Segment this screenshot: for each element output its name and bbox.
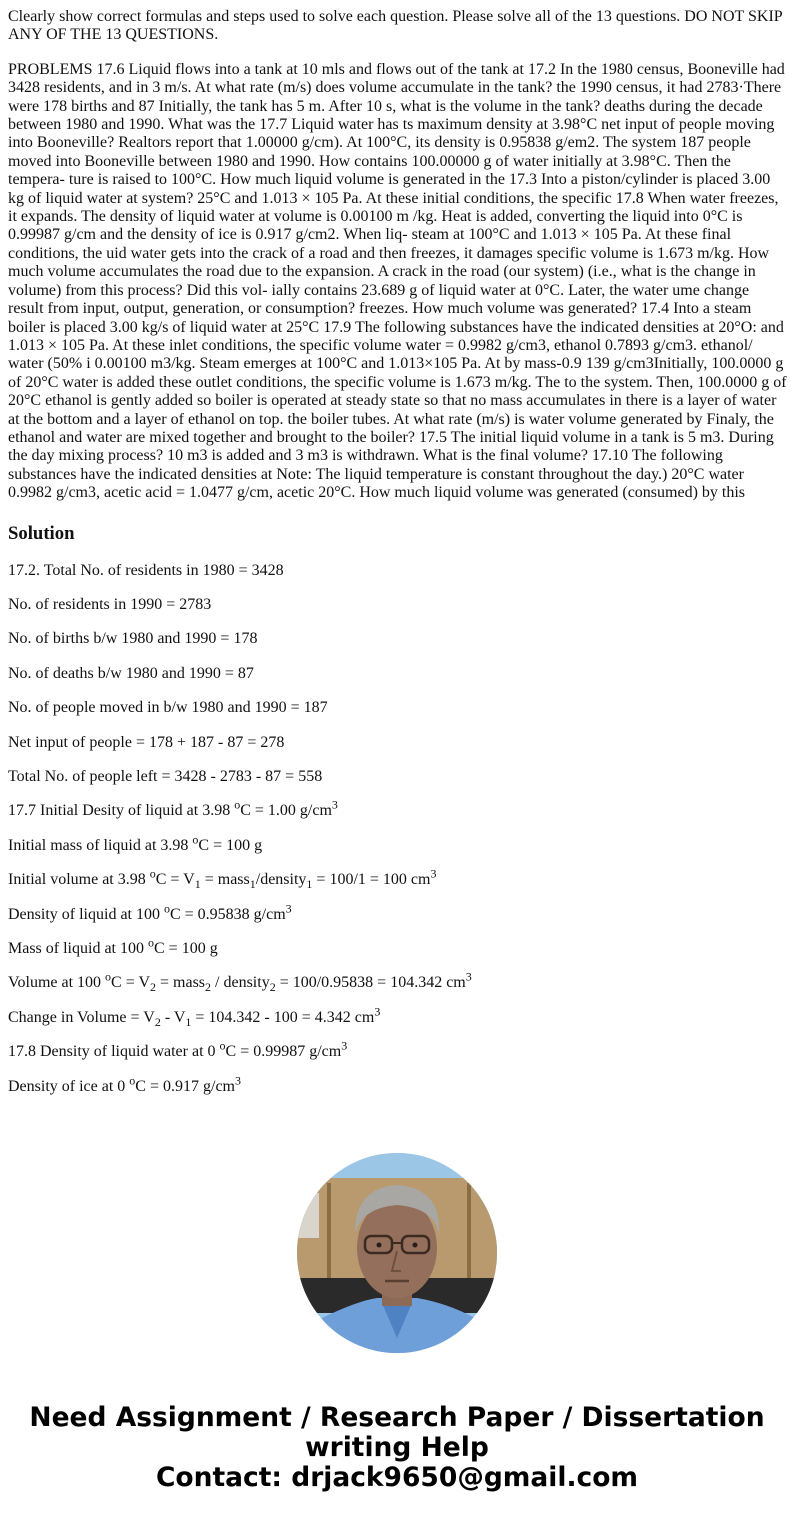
subscript: 1 [306, 877, 313, 892]
text-fragment: 17.7 Initial Desity of liquid at 3.98 [8, 802, 235, 820]
solution-section [8, 523, 788, 1097]
text-fragment: / density [211, 974, 270, 992]
solution-line [8, 832, 788, 855]
text-fragment: C = 100 g [154, 940, 218, 958]
degree-sup: o [192, 832, 199, 847]
text-fragment: - V [160, 1008, 186, 1026]
solution-line: No. of people moved in b/w 1980 and 1990 = 187 [8, 699, 328, 717]
text-fragment: 17.8 Density of liquid water at 0 [8, 1043, 220, 1061]
solution-line: No. of residents in 1990 = 2783 [8, 595, 212, 613]
solution-line: Net input of people = 178 + 187 - 87 = 278 [8, 733, 285, 751]
solution-line [8, 866, 788, 892]
solution-line [8, 1038, 788, 1061]
solution-line [8, 970, 788, 995]
footer-line-2: writing Help [305, 1432, 489, 1463]
text-fragment: = mass [200, 871, 250, 889]
cube-sup: 3 [331, 798, 338, 813]
text-fragment: C = V [155, 871, 195, 889]
degree-sup: o [148, 935, 154, 950]
text-fragment: /density [255, 871, 307, 889]
degree-sup: o [105, 970, 112, 985]
subscript: 2 [154, 1015, 161, 1030]
subscript: 1 [185, 1015, 192, 1030]
footer-line-1: Need Assignment / Research Paper / Dissertation [29, 1402, 765, 1433]
page-content [8, 0, 788, 1122]
cube-sup: 3 [374, 1004, 381, 1019]
text-fragment: C = 100 g [198, 836, 263, 854]
text-fragment: C = 0.917 g/cm [135, 1077, 235, 1095]
text-fragment: C = V [111, 974, 150, 992]
subscript: 1 [194, 877, 201, 892]
degree-sup: o [163, 901, 170, 916]
question-problems-text: PROBLEMS 17.6 Liquid flows into a tank at 10 mls and flows out of the tank at 17.2 In the 1980 census, Booneville had 3428 residents, and in 3 m/s. At what rate (m/s) does volume accumulate in the tank? the 1990 census, it had 2783·There were 178 births and 87 Initially, the tank has 5 m. After 10 s, what is the volume in the tank? deaths during the decade between 1980 and 1990. What was the 17.7 Liquid water has ts maximum density at 3.98°C net input of people moving into Booneville? Realtors report that 1.00000 g/cm). At 100°C, its density is 0.95838 g/em2. The system 187 people moved into Booneville between 1980 and 1990. How contains 100.00000 g of water initially at 3.98°C. Then the tempera- ture is raised to 100°C. How much liquid volume is generated in the 17.3 Into a piston/cylinder is placed 3.00 kg of liquid water at system? 25°C and 1.013 × 105 Pa. At these initial conditions, the specific 17.8 When water freezes, it expands. The density of liquid water at volume is 0.00100 m /kg. Heat is added, converting the liquid into 0°C is 0.99987 g/cm and the density of ice is 0.917 g/cm2. When liq- steam at 100°C and 1.013 × 105 Pa. At these final conditions, the uid water gets into the crack of a road and then freezes, it damages specific volume is 1.673 m/kg. How much volume accumulates the road due to the expansion. A crack in the road (our system) (i.e., what is the change in volume) from this process? Did this vol- ially contains 23.689 g of liquid water at 0°C. Later, the water ume change result from input, output, generation, or consumption? freezes. How much volume was generated? 17.4 Into a steam boiler is placed 3.00 kg/s of liquid water at 25°C 17.9 The following substances have the indicated densities at 20°O: and 1.013 × 105 Pa. At these inlet conditions, the specific volume water = 0.9982 g/cm3, ethanol 0.7893 g/cm3. ethanol/ water (50% i 0.00100 m3/kg. Steam emerges at 100°C and 1.013×105 Pa. At by mass-0.9 139 g/cm3Initially, 100.0000 g of 20°C water is added these outlet conditions, the specific volume is 1.673 m/kg. The to the system. Then, 100.0000 g of 20°C ethanol is gently added so boiler is operated at steady state so that no mass accumulates in there is a layer of water at the bottom and a layer of ethanol on top. the boiler tubes. At what rate (m/s) is water volume generated by Finaly, the ethanol and water are mixed together and brought to the boiler? 17.5 The initial liquid volume in a tank is 5 m3. During the day mixing process? 10 m3 is added and 3 m3 is withdrawn. What is the final volume? 17.10 The following substances have the indicated densities at Note: The liquid temperature is constant throughout the day.) 20°C water 0.9982 g/cm3, acetic acid = 1.0477 g/cm, acetic 20°C. How much liquid volume was generated (consumed) by this [8, 60, 787, 502]
cube-sup: 3 [341, 1038, 348, 1053]
cube-sup: 3 [285, 901, 292, 916]
text-fragment: Density of ice at 0 [8, 1077, 130, 1095]
solution-line [8, 901, 788, 924]
cube-sup: 3 [234, 1073, 241, 1088]
degree-sup: o [129, 1073, 136, 1088]
text-fragment: = 104.342 - 100 = 4.342 cm [191, 1008, 375, 1026]
text-fragment: = mass [156, 974, 206, 992]
degree-sup: o [149, 866, 156, 881]
degree-sup: o [219, 1038, 226, 1053]
text-fragment: Mass of liquid at 100 [8, 940, 148, 958]
solution-heading: Solution [8, 522, 75, 544]
solution-line [8, 935, 788, 958]
question-section [8, 8, 788, 503]
cube-sup: 3 [430, 866, 437, 881]
solution-line: 17.2. Total No. of residents in 1980 = 3428 [8, 561, 284, 579]
text-fragment: Volume at 100 [8, 974, 106, 992]
tutor-photo-icon [297, 1153, 497, 1353]
text-fragment: Initial volume at 3.98 [8, 871, 150, 889]
avatar [297, 1153, 497, 1353]
contact-footer [0, 1403, 794, 1493]
text-fragment: = 100/0.95838 = 104.342 cm [275, 974, 466, 992]
solution-line [8, 1073, 788, 1096]
subscript: 2 [269, 980, 276, 995]
text-fragment: Initial mass of liquid at 3.98 [8, 836, 193, 854]
text-fragment: C = 0.99987 g/cm [225, 1043, 342, 1061]
solution-line [8, 798, 788, 820]
cube-sup: 3 [465, 970, 472, 985]
question-instructions: Clearly show correct formulas and steps used to solve each question. Please solve all of the 13 questions. DO NOT SKIP ANY OF THE 13 QUESTIONS. [8, 8, 783, 44]
solution-line: No. of deaths b/w 1980 and 1990 = 87 [8, 664, 254, 682]
text-fragment: C = 1.00 g/cm [240, 802, 332, 820]
solution-line: Total No. of people left = 3428 - 2783 - 87 = 558 [8, 768, 323, 785]
subscript: 2 [150, 980, 156, 995]
solution-line: No. of births b/w 1980 and 1990 = 178 [8, 630, 258, 648]
text-fragment: Change in Volume = V [8, 1008, 155, 1026]
text-fragment: Density of liquid at 100 [8, 905, 164, 923]
degree-sup: o [234, 798, 241, 813]
text-fragment: = 100/1 = 100 cm [312, 871, 431, 889]
subscript: 1 [249, 877, 256, 892]
footer-contact-email: Contact: drjack9650@gmail.com [155, 1462, 639, 1493]
solution-line [8, 1004, 788, 1030]
text-fragment: C = 0.95838 g/cm [169, 905, 286, 923]
subscript: 2 [205, 980, 212, 995]
